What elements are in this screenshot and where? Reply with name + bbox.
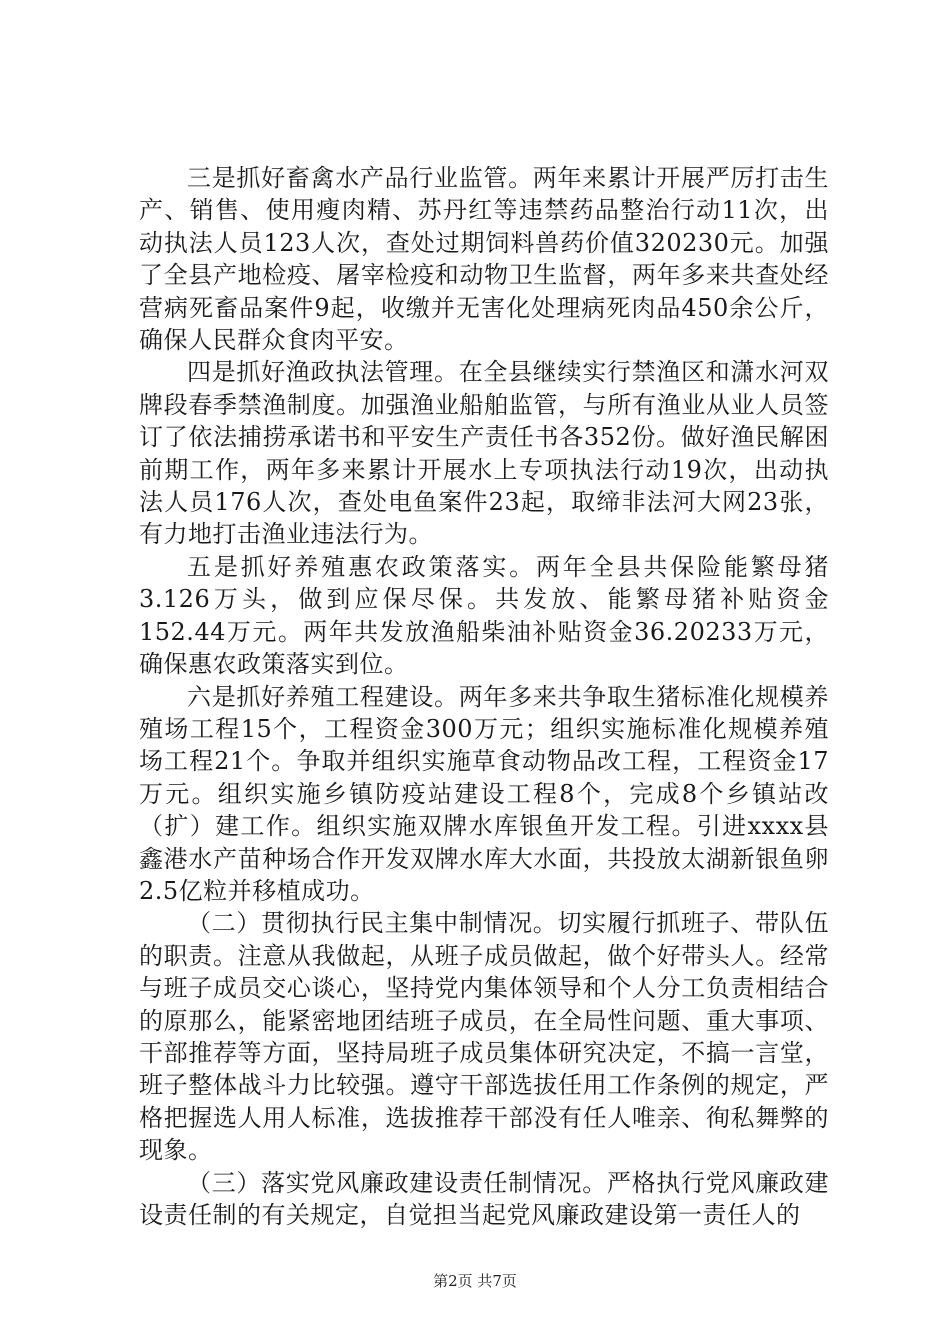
document-body [139,162,829,1231]
paragraph-breeding-projects: 六是抓好养殖工程建设。两年多来共争取生猪标准化规模养殖场工程15个，工程资金300万元；组织实施标准化规模养殖场工程21个。争取并组织实施草食动物品改工程，工程资金17万元。组织实施乡镇防疫站建设工程8个，完成8个乡镇站改（扩）建工作。组织实施双牌水库银鱼开发工程。引进xxxx县鑫港水产苗种场合作开发双牌水库大水面，共投放太湖新银鱼卵2.5亿粒并移植成功。 [139,682,829,905]
paragraph-subsidy-policy: 五是抓好养殖惠农政策落实。两年全县共保险能繁母猪3.126万头，做到应保尽保。共发放、能繁母猪补贴资金152.44万元。两年共发放渔船柴油补贴资金36.20233万元，确保惠农政策落实到位。 [139,552,829,679]
paragraph-livestock-supervision: 三是抓好畜禽水产品行业监管。两年来累计开展严厉打击生产、销售、使用瘦肉精、苏丹红等违禁药品整治行动11次，出动执法人员123人次，查处过期饲料兽药价值320230元。加强了全县产地检疫、屠宰检疫和动物卫生监督，两年多来共查处经营病死畜品案件9起，收缴并无害化处理病死肉品450余公斤，确保人民群众食肉平安。 [139,164,829,355]
page-footer: 第2页 共7页 [433,1272,517,1290]
paragraph-fishery-enforcement: 四是抓好渔政执法管理。在全县继续实行禁渔区和潇水河双牌段春季禁渔制度。加强渔业船舶监管，与所有渔业从业人员签订了依法捕捞承诺书和平安生产责任书各352份。做好渔民解困前期工作，两年多来累计开展水上专项执法行动19次，出动执法人员176人次，查处电鱼案件23起，取缔非法河大网23张，有力地打击渔业违法行为。 [139,358,829,549]
paragraph-democratic-centralism: （二）贯彻执行民主集中制情况。切实履行抓班子、带队伍的职责。注意从我做起，从班子成员做起，做个好带头人。经常与班子成员交心谈心，坚持党内集体领导和个人分工负责相结合的原那么，能紧密地团结班子成员，在全局性问题、重大事项、干部推荐等方面，坚持局班子成员集体研究决定，不搞一言堂，班子整体战斗力比较强。遵守干部选拔任用工作条例的规定，严格把握选人用人标准，选拔推荐干部没有任人唯亲、徇私舞弊的现象。 [139,909,829,1165]
paragraph-party-conduct: （三）落实党风廉政建设责任制情况。严格执行党风廉政建设责任制的有关规定，自觉担当起党风廉政建设第一责任人的 [139,1168,829,1229]
